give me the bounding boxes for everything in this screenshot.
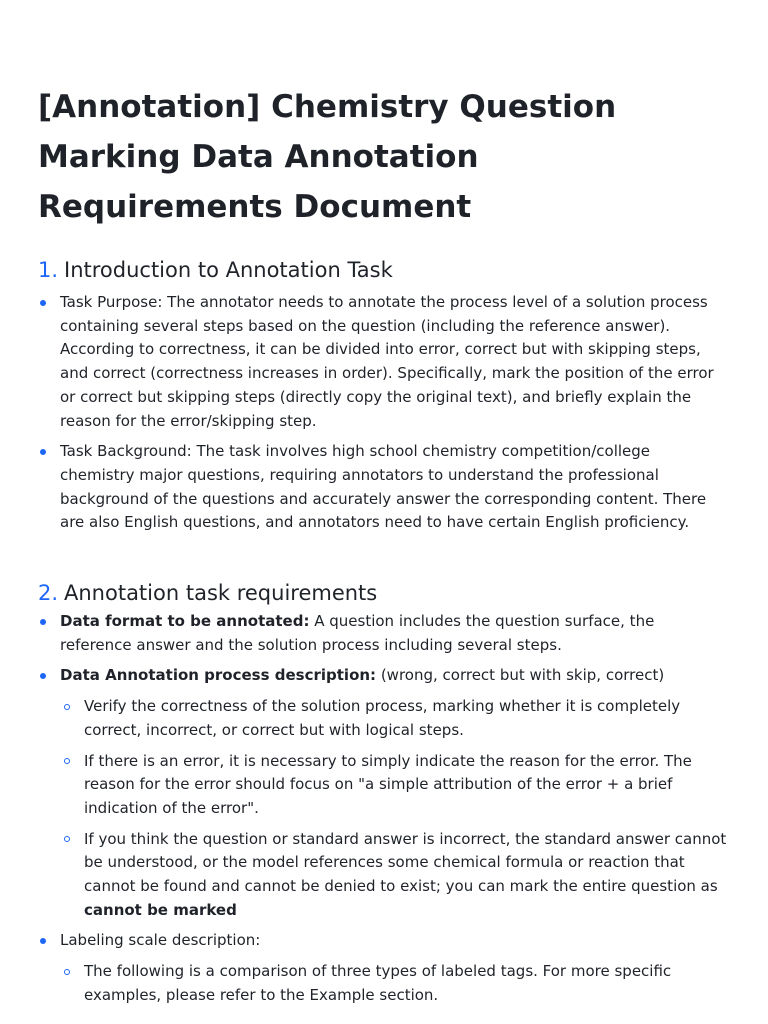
sublist-item-verify [60,695,728,742]
sublist-item-error-reason [60,750,728,821]
section-heading-text: Annotation task requirements [64,581,378,606]
list-item-text: Task Background: The task involves high school chemistry competition/college chemistry major questions, requiring annotators to understand the professional background of the questions and accurately answer the corresponding content. There are also English questions, and annotators need to have certain English proficiency. [60,442,707,532]
list-item-task-background [38,440,728,535]
cannot-be-marked-label: cannot be marked [84,900,237,919]
list-item-text: (wrong, correct but with skip, correct) [376,666,665,685]
list-item-label: Data Annotation process description: [60,666,377,685]
sublist-item-text: Verify the correctness of the solution process, marking whether it is completely correct, incorrect, or correct but with logical steps. [84,697,681,739]
list-item-task-purpose [38,291,728,433]
list-item-text: A question includes the question surface, the reference answer and the solution process including several steps. [60,612,655,654]
list-item-text: Labeling scale description: [60,931,261,950]
document-title: [Annotation] Chemistry Question Marking Data Annotation Requirements Document [38,89,617,225]
list-item-text: Task Purpose: The annotator needs to annotate the process level of a solution process containing several steps based on the question (including the reference answer). According to correctness, it can be divided into error, correct but with skipping steps, and correct (correctness increases in order). Specifically, mark the position of the error or correct but skipping steps (directly copy the original text), and briefly explain the reason for the error/skipping step. [60,293,714,430]
list-item-label: Data format to be annotated: [60,612,310,631]
section-number: 1. [38,258,59,282]
sublist-item-text: If there is an error, it is necessary to simply indicate the reason for the error. The reason for the error should focus on "a simple attribution of the error + a brief indication of the error". [84,751,692,817]
list-item-process-description [38,664,728,922]
labeling-scale-sublist [60,960,728,1007]
section-heading-text: Introduction to Annotation Task [64,258,393,282]
section-heading-requirements [38,578,728,608]
sublist-item-text: If you think the question or standard answer is incorrect, the standard answer cannot be understood, or the model references some chemical formula or reaction that cannot be found and cannot be denied to exist; you can mark the entire question as [84,829,727,896]
sublist-item-comparison [60,960,728,1007]
section-2-list [38,610,728,1008]
section-heading-introduction [38,255,728,285]
list-item-labeling-scale [38,929,728,1007]
process-description-sublist [60,695,728,922]
sublist-item-cannot-be-marked [60,828,728,923]
section-1-list [38,291,728,535]
list-item-data-format [38,610,728,657]
sublist-item-text: The following is a comparison of three types of labeled tags. For more specific examples, please refer to the Example section. [84,962,672,1004]
section-number: 2. [38,581,59,606]
